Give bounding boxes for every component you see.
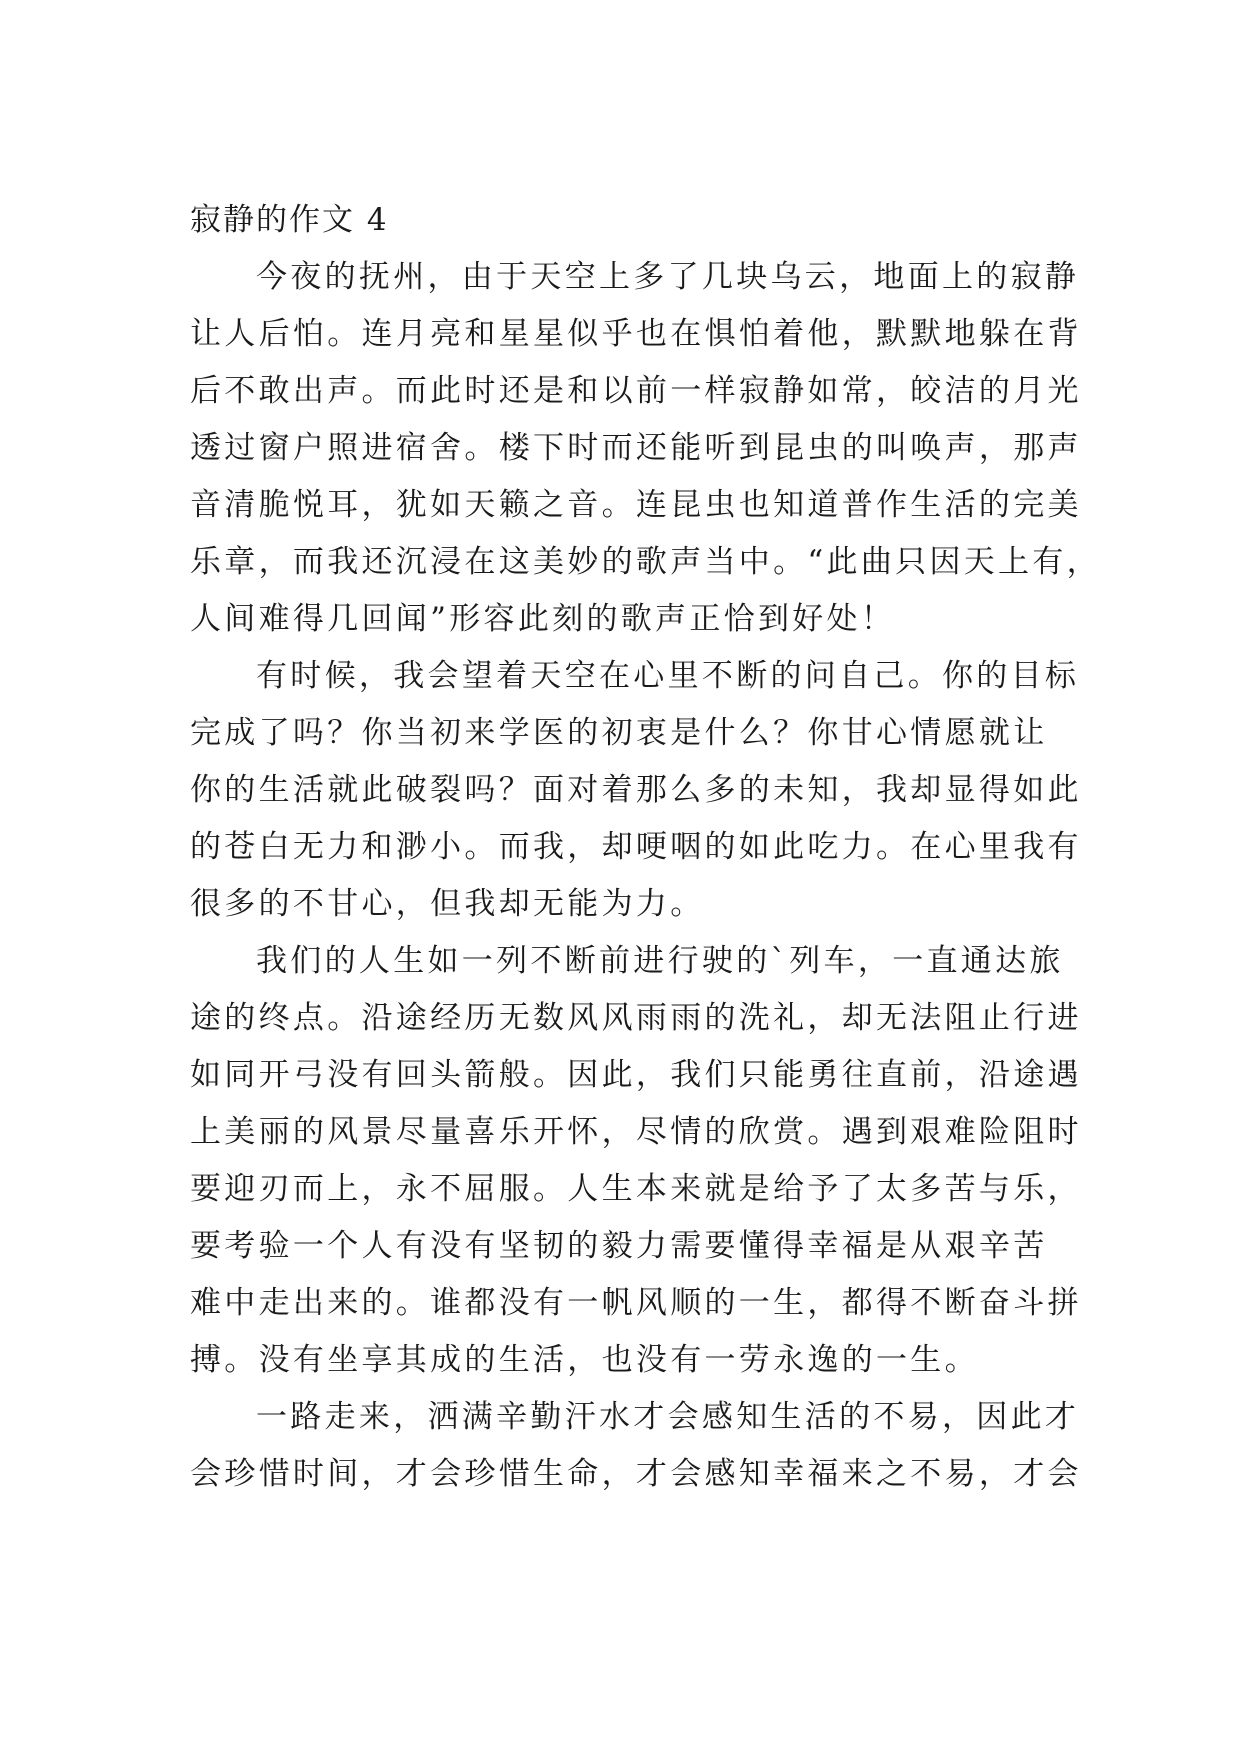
paragraph-3-line-1: 我们的人生如一列不断前进行驶的`列车，一直通达旅 — [256, 943, 1064, 979]
paragraph-2-line-5: 很多的不甘心，但我却无能为力。 — [190, 886, 705, 922]
paragraph-1-line-5: 音清脆悦耳，犹如天籁之音。连昆虫也知道普作生活的完美 — [190, 487, 1082, 523]
paragraph-1-line-4: 透过窗户照进宿舍。楼下时而还能听到昆虫的叫唤声，那声 — [190, 430, 1082, 466]
document-title: 寂静的作文 4 — [190, 202, 389, 238]
paragraph-1-line-1: 今夜的抚州，由于天空上多了几块乌云，地面上的寂静 — [256, 259, 1080, 295]
paragraph-3-line-4: 上美丽的风景尽量喜乐开怀，尽情的欣赏。遇到艰难险阻时 — [190, 1114, 1082, 1150]
paragraph-3-line-5: 要迎刃而上，永不屈服。人生本来就是给予了太多苦与乐， — [190, 1171, 1082, 1207]
paragraph-1-line-2: 让人后怕。连月亮和星星似乎也在惧怕着他，默默地躲在背 — [190, 316, 1082, 352]
paragraph-3-line-2: 途的终点。沿途经历无数风风雨雨的洗礼，却无法阻止行进 — [190, 1000, 1082, 1036]
paragraph-3-line-8: 搏。没有坐享其成的生活，也没有一劳永逸的一生。 — [190, 1342, 979, 1378]
paragraph-2-line-4: 的苍白无力和渺小。而我，却哽咽的如此吃力。在心里我有 — [190, 829, 1082, 865]
paragraph-3-line-6: 要考验一个人有没有坚韧的毅力需要懂得幸福是从艰辛苦 — [190, 1228, 1048, 1264]
paragraph-1-line-3: 后不敢出声。而此时还是和以前一样寂静如常，皎洁的月光 — [190, 373, 1082, 409]
paragraph-3-line-7: 难中走出来的。谁都没有一帆风顺的一生，都得不断奋斗拼 — [190, 1285, 1082, 1321]
paragraph-4-line-1: 一路走来，洒满辛勤汗水才会感知生活的不易，因此才 — [256, 1399, 1080, 1435]
paragraph-1-line-7: 人间难得几回闻”形容此刻的歌声正恰到好处！ — [190, 601, 896, 637]
paragraph-3-line-3: 如同开弓没有回头箭般。因此，我们只能勇往直前，沿途遇 — [190, 1057, 1082, 1093]
paragraph-1-line-6: 乐章，而我还沉浸在这美妙的歌声当中。“此曲只因天上有， — [190, 544, 1101, 580]
paragraph-2-line-3: 你的生活就此破裂吗？面对着那么多的未知，我却显得如此 — [190, 772, 1082, 808]
paragraph-4-line-2: 会珍惜时间，才会珍惜生命，才会感知幸福来之不易，才会 — [190, 1456, 1082, 1492]
paragraph-2-line-2: 完成了吗？你当初来学医的初衷是什么？你甘心情愿就让 — [190, 715, 1048, 751]
paragraph-2-line-1: 有时候，我会望着天空在心里不断的问自己。你的目标 — [256, 658, 1080, 694]
